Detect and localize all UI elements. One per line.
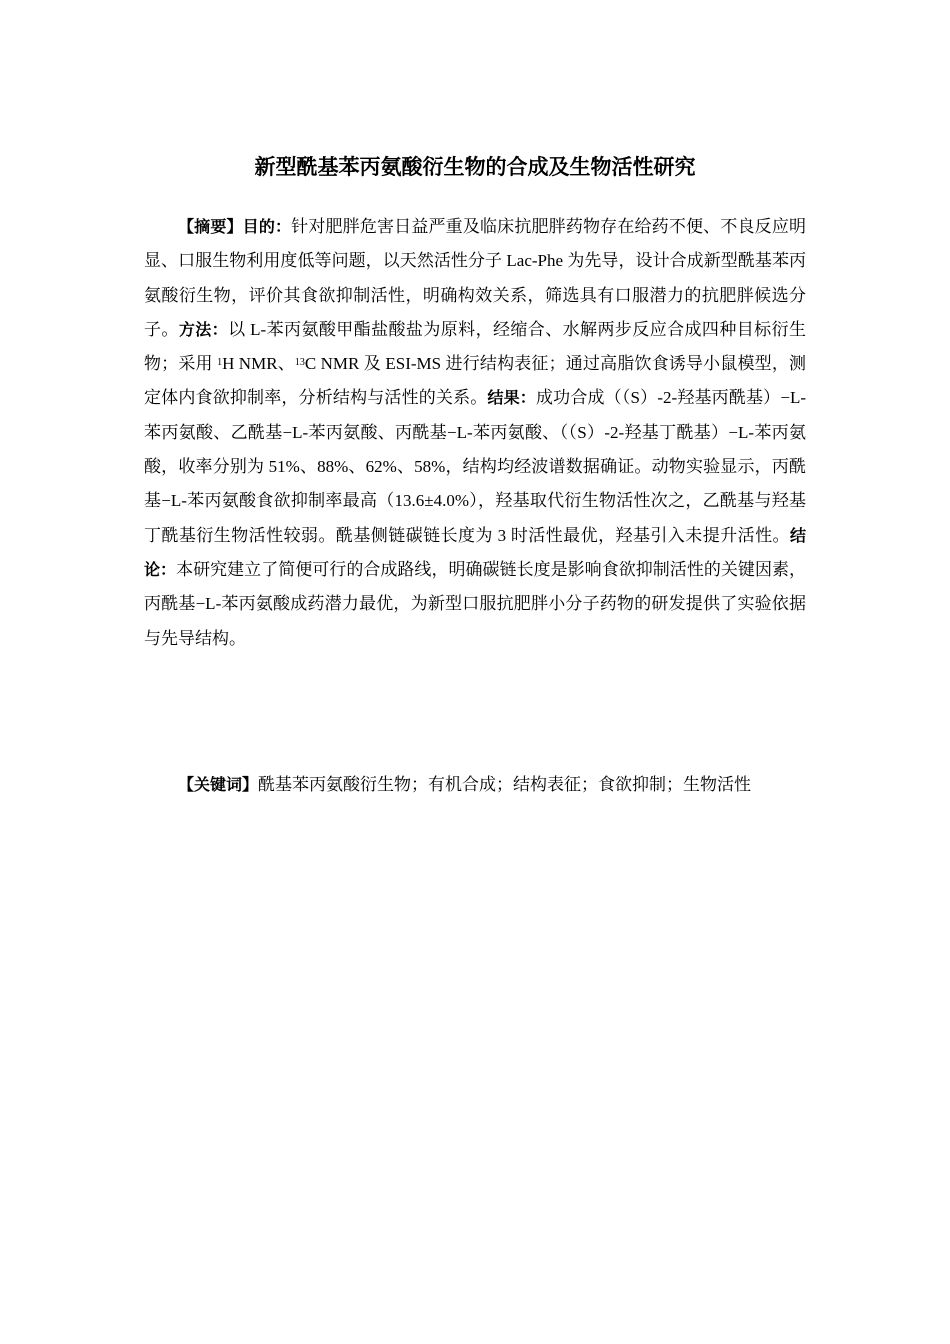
conclusion-text: 本研究建立了简便可行的合成路线，明确碳链长度是影响食欲抑制活性的关键因素，丙酰基−L-苯丙氨酸成药潜力最优，为新型口服抗肥胖小分子药物的研发提供了实验依据与先导结构。	[144, 559, 806, 648]
methods-label: 方法：	[178, 319, 229, 339]
paper-title: 新型酰基苯丙氨酸衍生物的合成及生物活性研究	[254, 155, 696, 179]
keywords-label: 【关键词】	[178, 775, 259, 794]
abstract-label: 【摘要】	[178, 217, 243, 236]
conclusion-label: 结论：	[144, 525, 806, 579]
results-text: 成功合成（（S）-2-羟基丙酰基）−L-苯丙氨酸、乙酰基−L-苯丙氨酸、丙酰基−L-苯丙氨酸、（（S）-2-羟基丁酰基）−L-苯丙氨酸，收率分别为 51%、88%、62%、58%，结构均经波谱数据确证。动物实验显示，丙酰基−L-苯丙氨酸食欲抑制率最高（13.6±4.0%），羟基取代衍生物活性次之，乙酰基与羟基丁酰基衍生物活性较弱。酰基侧链碳链长度为 3 时活性最优，羟基引入未提升活性。	[144, 388, 806, 545]
results-label: 结果：	[487, 388, 536, 408]
keywords-text: 酰基苯丙氨酸衍生物；有机合成；结构表征；食欲抑制；生物活性	[258, 775, 752, 794]
objective-text: 针对肥胖危害日益严重及临床抗肥胖药物存在给药不便、不良反应明显、口服生物利用度低等问题，以天然活性分子 Lac-Phe 为先导，设计合成新型酰基苯丙氨酸衍生物，评价其食欲抑制活性，明确构效关系，筛选具有口服潜力的抗肥胖候选分子。	[144, 217, 806, 339]
keywords-paragraph	[144, 768, 806, 802]
abstract-paragraph	[144, 210, 806, 656]
objective-label: 目的：	[242, 217, 292, 236]
methods-text: 以 L-苯丙氨酸甲酯盐酸盐为原料，经缩合、水解两步反应合成四种目标衍生物；采用	[144, 319, 806, 374]
nmr-c-superscript: 13	[294, 357, 305, 369]
nmr-h-superscript: 1	[217, 357, 223, 369]
methods-text-nmr: H NMR、	[222, 354, 295, 374]
methods-text-rest: C NMR 及 ESI-MS 进行结构表征；通过高脂饮食诱导小鼠模型，测定体内食欲抑制率，分析结构与活性的关系。	[144, 354, 806, 408]
